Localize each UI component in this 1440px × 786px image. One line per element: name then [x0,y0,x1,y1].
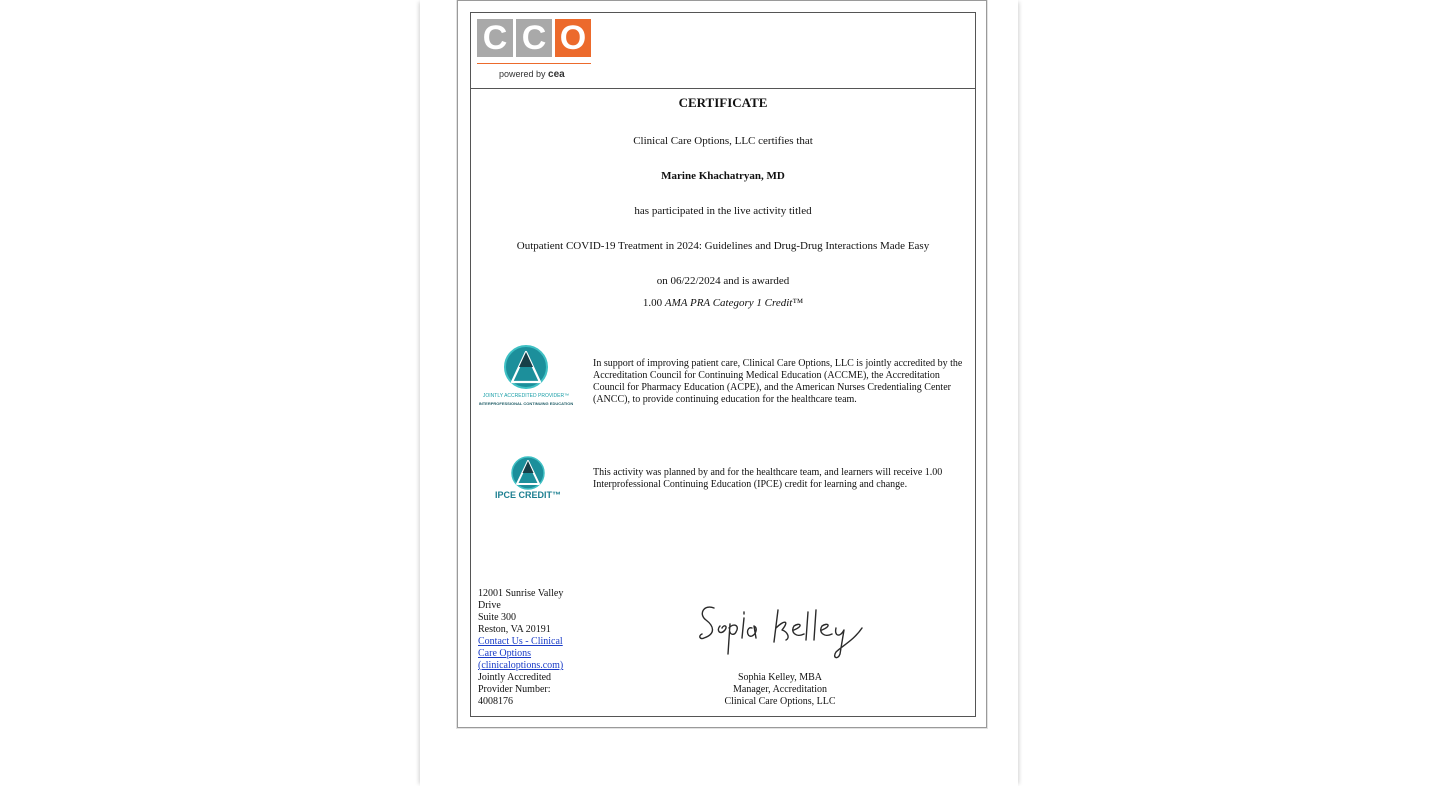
accreditation-statement: In support of improving patient care, Clinical Care Options, LLC is jointly accredited by the Accreditation Council for Continuing Medical Education (ACCME), the Accreditation Council for Pharmacy Education (ACPE), and the American Nurses Credentialing Center (ANCC), to provide continuing education for the healthcare team. [593,358,963,405]
logo-letter: C [516,19,552,57]
brand-name: cea [548,69,565,80]
logo-underline [477,63,591,64]
jointly-accredited-logo [476,344,576,410]
header-divider [470,88,976,89]
credit-amount: 1.00 [642,297,663,309]
contact-us-link[interactable]: Contact Us - Clinical [478,636,563,647]
address-line: Drive [478,600,501,611]
credit-line [470,297,976,310]
address-line: Reston, VA 20191 [478,624,551,635]
provider-address [478,588,578,708]
provider-number: 4008176 [478,696,513,707]
interprofessional-label: INTERPROFESSIONAL CONTINUING EDUCATION [478,401,574,406]
signer-name: Sophia Kelley, MBA [737,672,823,683]
signer-organization: Clinical Care Options, LLC [724,696,836,707]
jointly-accredited-label: JOINTLY ACCREDITED PROVIDER™ [482,393,570,399]
date-line: on 06/22/2024 and is awarded [656,275,790,287]
contact-us-link[interactable]: (clinicaloptions.com) [478,660,564,671]
certificate-title: CERTIFICATE [678,95,768,110]
handwritten-signature [694,598,870,664]
logo-letter: O [555,19,591,57]
address-line: Suite 300 [478,612,517,623]
logo-tagline [499,69,565,80]
trademark-mark: ™ [792,297,804,309]
ipce-icon [490,456,566,490]
jointly-accredited-icon [476,344,576,392]
participated-line: has participated in the live activity titled [634,205,812,217]
activity-title: Outpatient COVID-19 Treatment in 2024: Guidelines and Drug-Drug Interactions Made Easy [516,240,930,252]
cco-logo [477,19,593,83]
logo-letter: C [477,19,513,57]
ipce-statement: This activity was planned by and for the healthcare team, and learners will receive 1.00 Interprofessional Continuing Education (IPCE) credit for learning and change. [593,467,943,490]
ipce-credit-logo [490,456,566,504]
provider-number-label: Jointly Accredited [478,672,552,683]
signer-role: Manager, Accreditation [732,684,827,695]
contact-us-link[interactable]: Care Options [478,648,532,659]
provider-number-label: Provider Number: [478,684,551,695]
certifies-line: Clinical Care Options, LLC certifies that [633,135,813,147]
ipce-credit-label: IPCE CREDIT™ [494,490,561,500]
address-line: 12001 Sunrise Valley [478,588,564,599]
credit-name: AMA PRA Category 1 Credit [664,297,793,309]
recipient-name: Marine Khachatryan, MD [661,170,785,182]
signer-block [700,672,860,708]
powered-by-text: powered by [499,69,546,79]
